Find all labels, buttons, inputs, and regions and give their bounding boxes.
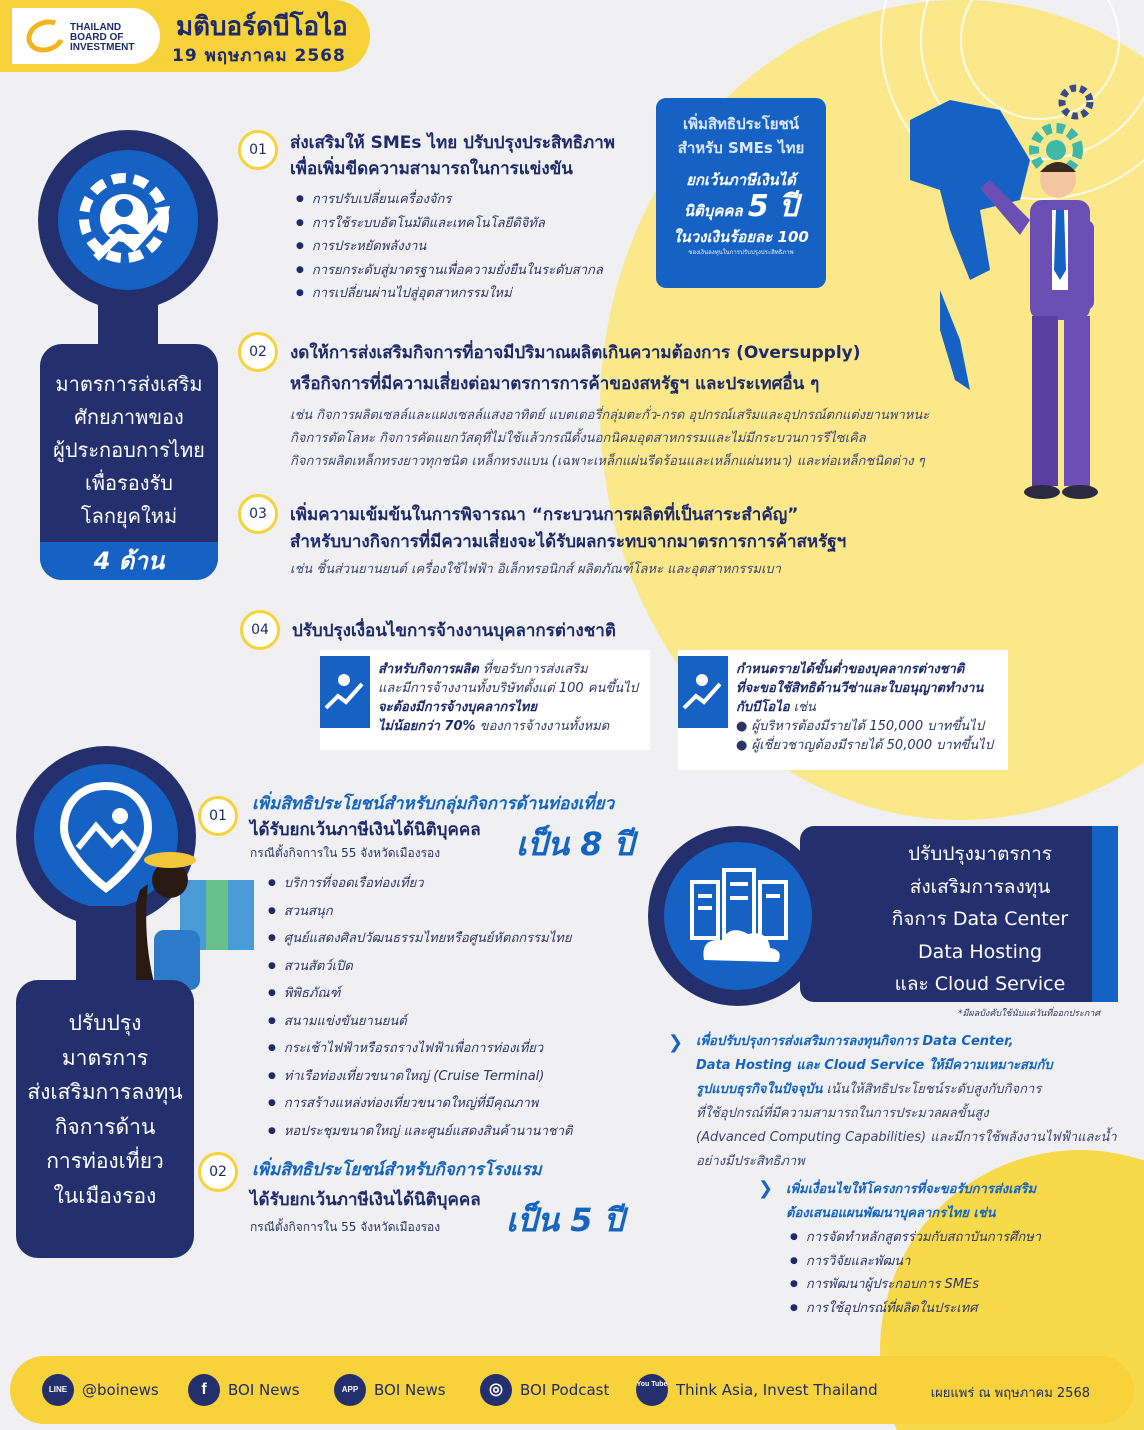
section-number-badge: 04 — [240, 610, 280, 650]
boi-logo — [12, 8, 160, 64]
datacenter-panel — [800, 826, 1118, 1002]
card-icon-bg — [678, 656, 728, 728]
list-item: ● การจัดทำหลักสูตรร่วมกับสถาบันการศึกษา — [790, 1226, 1041, 1250]
datacenter-condition-bullets — [790, 1226, 1041, 1320]
pillar1-highlight: 4 ด้าน — [40, 542, 218, 580]
tourism1-years: เป็น 8 ปี — [516, 825, 634, 863]
list-item: ● การเปลี่ยนผ่านไปสู่อุตสาหกรรมใหม่ — [296, 282, 603, 306]
published-date: เผยแพร่ ณ พฤษภาคม 2568 — [930, 1386, 1090, 1401]
list-item: ● ศูนย์แสดงศิลปวัฒนธรรมไทยหรือศูนย์หัตถกรรมไทย — [268, 925, 572, 953]
datacenter-heading: ปรับปรุงมาตรการ ส่งเสริมการลงทุน กิจการ Data Center Data Hosting และ Cloud Service — [891, 843, 1069, 995]
podcast-icon: ◎ — [480, 1374, 512, 1406]
benefit-heading: เพิ่มสิทธิประโยชน์ สำหรับ SMEs ไทย — [677, 115, 805, 157]
section1-bullets — [296, 188, 603, 306]
tourism2-years: เป็น 5 ปี — [506, 1201, 624, 1239]
card-icon-bg — [320, 656, 370, 728]
section-number-badge: 02 — [198, 1152, 238, 1192]
sme-benefit-box — [656, 98, 826, 288]
benefit-line: นิติบุคคล 5 ปี — [683, 189, 799, 224]
list-item: ● บริการที่จอดเรือท่องเที่ยว — [268, 870, 572, 898]
effective-date-note: *มีผลบังคับใช้นับแต่วันที่ออกประกาศ — [958, 1009, 1101, 1019]
growth-chart-icon — [678, 656, 728, 728]
list-item: ● การวิจัยและพัฒนา — [790, 1250, 1041, 1274]
line-icon: LINE — [42, 1374, 74, 1406]
growth-chart-icon — [320, 656, 370, 728]
logo-text: THAILAND BOARD OF INVESTMENT — [70, 22, 135, 53]
youtube-icon: You Tube — [636, 1374, 668, 1406]
list-item: ● ท่าเรือท่องเที่ยวขนาดใหญ่ (Cruise Terminal) — [268, 1063, 572, 1091]
card-text: สำหรับกิจการผลิต ที่ขอรับการส่งเสริม และมีการจ้างงานทั้งบริษัทตั้งแต่ 100 คนขึ้นไป จะต้องมีการจ้างบุคลากรไทย ไม่น้อยกว่า 70% ของการจ้างงานทั้งหมด — [378, 662, 638, 734]
datacenter-strip — [1092, 826, 1118, 1002]
list-item: ● พิพิธภัณฑ์ — [268, 980, 572, 1008]
section3-title: เพิ่มความเข้มข้นในการพิจารณา “กระบวนการผลิตที่เป็นสาระสำคัญ” สำหรับบางกิจการที่มีความเสี่ยงจะได้รับผลกระทบจากมาตรการการค้าสหรัฐฯ — [290, 505, 847, 552]
footer-line-link[interactable]: LINE @boinews — [42, 1374, 159, 1406]
tourism2-condition: กรณีตั้งกิจการใน 55 จังหวัดเมืองรอง — [250, 1220, 441, 1234]
benefit-line: ในวงเงินร้อยละ 100 — [673, 228, 809, 246]
business-growth-gear-icon — [58, 150, 198, 290]
section-number-badge: 01 — [198, 796, 238, 836]
thailand-map-businessman-illustration — [880, 80, 1130, 620]
tourism1-bullets — [268, 870, 572, 1145]
list-item: ● การใช้ระบบอัตโนมัติและเทคโนโลยีดิจิทัล — [296, 212, 603, 236]
section4-title: ปรับปรุงเงื่อนไขการจ้างงานบุคลากรต่างชาติ — [292, 621, 616, 641]
footer-bar — [10, 1356, 1134, 1424]
benefit-line: ยกเว้นภาษีเงินได้ — [686, 171, 796, 189]
pillar1-heading: มาตรการส่งเสริม ศักยภาพของ ผู้ประกอบการไทย เพื่อรองรับ โลกยุคใหม่ — [53, 372, 205, 528]
footer-app-link[interactable]: APP BOI News — [334, 1374, 446, 1406]
list-item: ● สวนสัตว์เปิด — [268, 953, 572, 981]
list-item: ● การยกระดับสู่มาตรฐานเพื่อความยั่งยืนในระดับสากล — [296, 259, 603, 283]
pillar1-panel — [40, 344, 218, 580]
foreign-income-card — [678, 650, 1008, 770]
tourism1-condition: กรณีตั้งกิจการใน 55 จังหวัดเมืองรอง — [250, 846, 441, 860]
tourism1-sub: ได้รับยกเว้นภาษีเงินได้นิติบุคคล — [250, 820, 481, 840]
list-item: ● การประหยัดพลังงาน — [296, 235, 603, 259]
facebook-icon: f — [188, 1374, 220, 1406]
tourist-with-map-illustration — [120, 840, 260, 990]
app-icon: APP — [334, 1374, 366, 1406]
page-title: มติบอร์ดบีโอไอ — [176, 12, 348, 42]
tourism2-title: เพิ่มสิทธิประโยชน์สำหรับกิจการโรงแรม — [252, 1160, 542, 1180]
section2-title: งดให้การส่งเสริมกิจการที่อาจมีปริมาณผลิตเกินความต้องการ (Oversupply) หรือกิจการที่มีความเสี่ยงต่อมาตรการการค้าของสหรัฐฯ และประเทศอื่น ๆ — [290, 343, 861, 394]
pillar1-icon-circle — [38, 130, 218, 310]
tourism1-title: เพิ่มสิทธิประโยชน์สำหรับกลุ่มกิจการด้านท่องเที่ยว — [252, 794, 615, 814]
list-item: ● สนามแข่งขันยานยนต์ — [268, 1008, 572, 1036]
chevron-right-icon: ❯ — [668, 1032, 684, 1053]
section-number-badge: 03 — [238, 494, 278, 534]
footer-podcast-link[interactable]: ◎ BOI Podcast — [480, 1374, 609, 1406]
thai-employment-card — [320, 650, 650, 750]
datacenter-condition-title: เพิ่มเงื่อนไขให้โครงการที่จะขอรับการส่งเสริม ต้องเสนอแผนพัฒนาบุคลากรไทย เช่น — [786, 1182, 1037, 1221]
footer-youtube-link[interactable]: You Tube Think Asia, Invest Thailand — [636, 1374, 878, 1406]
datacenter-icon-circle — [648, 826, 828, 1006]
list-item: ● การพัฒนาผู้ประกอบการ SMEs — [790, 1273, 1041, 1297]
footer-facebook-link[interactable]: f BOI News — [188, 1374, 300, 1406]
list-item: ● กระเช้าไฟฟ้าหรือรถรางไฟฟ้าเพื่อการท่องเที่ยว — [268, 1035, 572, 1063]
list-item: ● สวนสนุก — [268, 898, 572, 926]
section3-body: เช่น ชิ้นส่วนยานยนต์ เครื่องใช้ไฟฟ้า อิเล็กทรอนิกส์ ผลิตภัณฑ์โลหะ และอุตสาหกรรมเบา — [290, 562, 781, 577]
page-date: 19 พฤษภาคม 2568 — [172, 46, 346, 66]
card-text: กำหนดรายได้ขั้นต่ำของบุคลากรต่างชาติ ที่จะขอใช้สิทธิด้านวีซ่าและใบอนุญาตทำงาน กับบีโอไอ เช่น ● ผู้บริหารต้องมีรายได้ 150,000 บาทขึ้นไป ● ผู้เชี่ยวชาญต้องมีรายได้ 50,000 บาทขึ้นไป — [736, 662, 993, 753]
server-cloud-icon — [664, 842, 812, 990]
list-item: ● การสร้างแหล่งท่องเที่ยวขนาดใหญ่ที่มีคุณภาพ — [268, 1090, 572, 1118]
boi-logo-mark-icon — [22, 14, 71, 58]
list-item: ● หอประชุมขนาดใหญ่ และศูนย์แสดงสินค้านานาชาติ — [268, 1118, 572, 1146]
section-number-badge: 02 — [238, 332, 278, 372]
benefit-footnote: ของเงินลงทุนในการปรับปรุงประสิทธิภาพ — [688, 249, 794, 256]
list-item: ● การใช้อุปกรณ์ที่ผลิตในประเทศ — [790, 1297, 1041, 1321]
section2-body: เช่น กิจการผลิตเซลล์และแผงเซลล์แสงอาทิตย์ แบตเตอรี่กลุ่มตะกั่ว-กรด อุปกรณ์เสริมและอุปกรณ์ตกแต่งยานพาหนะ กิจการตัดโลหะ กิจการคัดแยกวัสดุที่ไม่ใช้แล้วกรณีตั้งนอกนิคมอุตสาหกรรมและไม่มีกระบวนการรีไซเคิล กิจการผลิตเหล็กทรงยาวทุกชนิด เหล็กทรงแบน (เฉพาะเหล็กแผ่นรีดร้อนและเหล็กแผ่นหนา) และท่อเหล็กชนิดต่าง ๆ — [290, 408, 930, 469]
list-item: ● การปรับเปลี่ยนเครื่องจักร — [296, 188, 603, 212]
tourism2-sub: ได้รับยกเว้นภาษีเงินได้นิติบุคคล — [250, 1190, 481, 1210]
section-number-badge: 01 — [238, 130, 278, 170]
datacenter-paragraph: เพื่อปรับปรุงการส่งเสริมการลงทุนกิจการ Data Center, Data Hosting และ Cloud Service ให้มีความเหมาะสมกับ รูปแบบธุรกิจในปัจจุบัน เน้นให้สิทธิประโยชน์ระดับสูงกับกิจการ ที่ใช้อุปกรณ์ที่มีความสามารถในการประมวลผลขั้นสูง (Advanced Computing Capabilities) และมีการใช้พลังงานไฟฟ้าและน้ำ อย่างมีประสิทธิภาพ — [696, 1034, 1117, 1169]
chevron-right-icon: ❯ — [758, 1178, 774, 1199]
pillar2-panel — [16, 980, 194, 1258]
section1-title: ส่งเสริมให้ SMEs ไทย ปรับปรุงประสิทธิภาพ เพื่อเพิ่มขีดความสามารถในการแข่งขัน — [290, 133, 615, 179]
header-banner — [0, 0, 370, 72]
pillar2-heading: ปรับปรุง มาตรการ ส่งเสริมการลงทุน กิจการด้าน การท่องเที่ยว ในเมืองรอง — [27, 1011, 183, 1208]
